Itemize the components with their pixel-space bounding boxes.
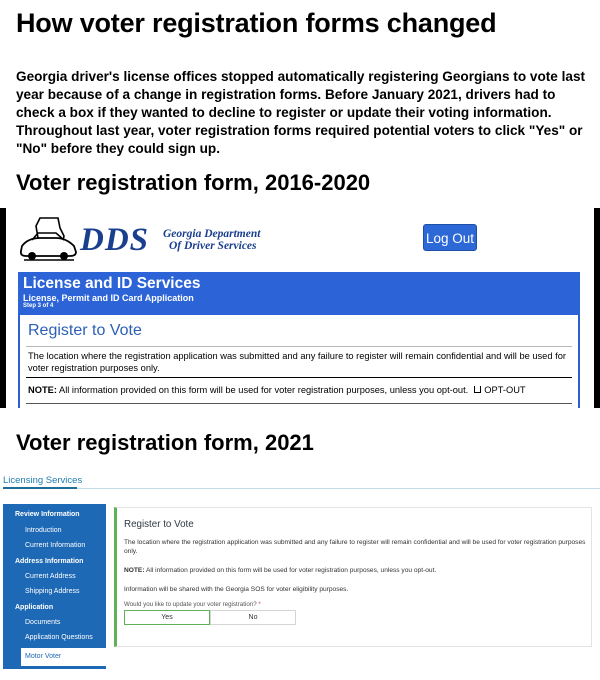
services-header-bar <box>18 272 580 315</box>
old-register-heading: Register to Vote <box>28 322 142 339</box>
services-bar-title: License and ID Services <box>23 275 201 292</box>
sidebar-item-current-address[interactable]: Current Address <box>25 573 76 580</box>
note-divider-top <box>26 377 572 378</box>
note-divider-bottom <box>26 403 572 404</box>
logout-button[interactable]: Log Out <box>423 224 477 251</box>
heading-divider <box>26 346 572 347</box>
sidebar-section-review[interactable]: Review Information <box>15 511 80 518</box>
georgia-car-logo-icon <box>18 216 80 266</box>
update-question-text: Would you like to update your voter registration? <box>124 601 257 608</box>
sidebar-item-current-information[interactable]: Current Information <box>25 542 86 549</box>
sidebar-item-documents[interactable]: Documents <box>25 619 61 626</box>
agency-name-line1: Georgia Department <box>163 228 261 240</box>
screenshot-border-right <box>594 208 600 408</box>
required-mark: * <box>258 601 261 608</box>
page-headline: How voter registration forms changed <box>16 8 497 38</box>
old-note-line <box>28 385 526 395</box>
agency-name <box>163 228 260 252</box>
register-card <box>114 507 592 647</box>
yes-button[interactable]: Yes <box>124 610 210 625</box>
sidebar-item-application-questions[interactable]: Application Questions <box>25 634 93 641</box>
intro-paragraph: Georgia driver's license offices stopped automatically registering Georgians to vote last year because of a change in registration forms. Before January 2021, drivers had to check a box if they wanted to decline to register or update their voting information. Throughout last year, voter registration forms required potential voters to click "Yes" or "No" before they could sign up. <box>16 69 586 156</box>
new-note-line <box>124 566 590 575</box>
update-question <box>124 601 261 608</box>
services-bar-step: Step 3 of 4 <box>23 303 54 309</box>
opt-out-label: OPT-OUT <box>484 385 526 395</box>
sidebar-item-introduction[interactable]: Introduction <box>25 527 62 534</box>
old-note-label: NOTE: <box>28 385 57 395</box>
sidebar-section-address[interactable]: Address Information <box>15 558 84 565</box>
services-bar-subtitle: License, Permit and ID Card Application <box>23 293 194 303</box>
sidebar-section-application[interactable]: Application <box>15 604 54 611</box>
old-note-text: All information provided on this form will be used for voter registration purposes, unless you opt-out. <box>56 385 469 395</box>
tab-licensing-services[interactable]: Licensing Services <box>3 475 83 486</box>
screenshot-border-left <box>0 208 6 408</box>
old-confidential-text: The location where the registration application was submitted and any failure to register will remain confidential and will be used for voter registration purposes only. <box>28 351 566 373</box>
old-form-section-title: Voter registration form, 2016-2020 <box>16 170 371 195</box>
tab-divider <box>77 488 600 489</box>
no-button[interactable]: No <box>210 610 296 625</box>
tab-underline <box>3 487 77 489</box>
sos-sharing-text: Information will be shared with the Georgia SOS for voter eligibility purposes. <box>124 586 349 593</box>
new-note-text: All information provided on this form will be used for voter registration purposes, unless you opt-out. <box>144 567 437 574</box>
agency-name-line2: Of Driver Services <box>169 240 257 252</box>
old-form-screenshot <box>0 208 600 408</box>
sidebar-nav <box>3 504 106 669</box>
sidebar-item-shipping-address[interactable]: Shipping Address <box>25 588 80 595</box>
new-form-section-title: Voter registration form, 2021 <box>16 430 314 455</box>
sidebar-item-motor-voter[interactable]: Motor Voter <box>21 648 106 666</box>
dds-logo-text: DDS <box>80 222 150 258</box>
new-register-heading: Register to Vote <box>124 519 194 530</box>
new-confidential-text: The location where the registration application was submitted and any failure to register will remain confidential and will be used for voter registration purposes only. <box>124 539 586 555</box>
opt-out-checkbox[interactable] <box>474 386 481 393</box>
new-note-label: NOTE: <box>124 567 145 574</box>
